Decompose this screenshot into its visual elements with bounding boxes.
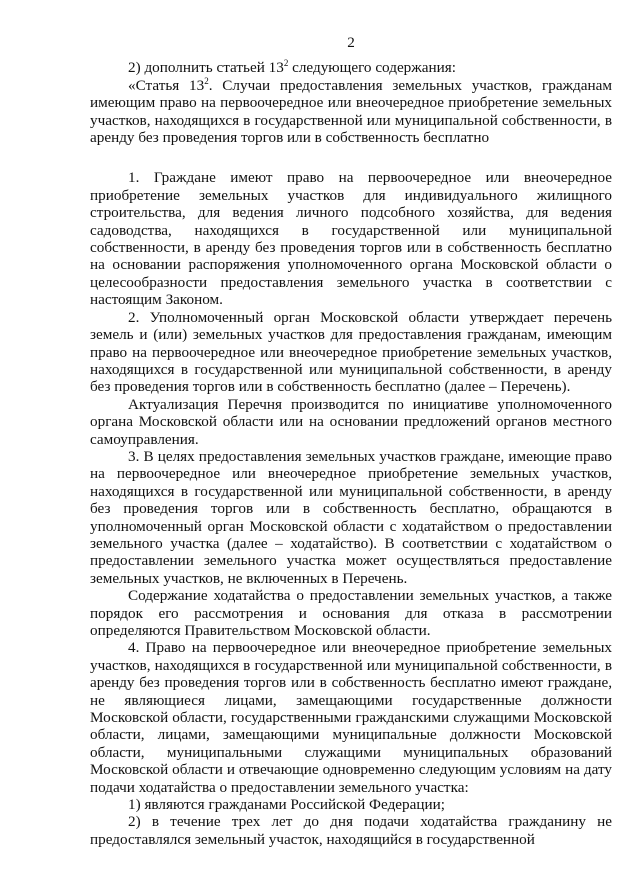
intro-text-start: 2) дополнить статьей 13 [128,59,284,77]
amendment-intro [90,59,612,76]
paragraph: 2. Уполномоченный орган Московской области утверждает перечень земель и (или) земельных участков для предоставления гражданам, имеющим право на первоочередное или внеочередное приобретение земельных участков, находящихся в государственной или муниципальной собственности, в аренду без проведения торгов или в собственность бесплатно (далее – Перечень). [90,308,612,396]
intro-text-end: следующего содержания: [288,59,456,77]
page-number: 2 [347,34,355,51]
paragraph: 4. Право на первоочередное или внеочередное приобретение земельных участков, находящихся в государственной или муниципальной собственности, в аренду без проведения торгов или в собственность бесплатно имеют граждане, не являющиеся лицами, замещающими государственные должности Московской области, государственными гражданскими служащими Московской области, лицами, замещающими муниципальные должности Московской области, муниципальными служащими муниципальных образований Московской области и отвечающие одновременно следующим условиям на дату подачи ходатайства о предоставлении земельного участка: [90,639,612,796]
article-superscript: 2 [204,75,209,86]
paragraph: 1. Граждане имеют право на первоочередное или внеочередное приобретение земельных участков для индивидуального жилищного строительства, для ведения личного подсобного хозяйства, для ведения садоводства, находящихся в государственной или муниципальной собственности, в аренду без проведения торгов или в собственность бесплатно на основании распоряжения уполномоченного органа Московской области о целесообразности предоставления земельного участка в соответствии с настоящим Законом. [90,169,612,309]
intro-superscript: 2 [283,58,289,69]
article-prefix: «Статья 13 [128,76,205,94]
paragraph: Содержание ходатайства о предоставлении земельных участков, а также порядок его рассмотрения и основания для отказа в рассмотрении определяются Правительством Московской области. [90,587,612,639]
paragraph: 1) являются гражданами Российской Федерации; [128,796,445,814]
paragraph: 2) в течение трех лет до дня подачи ходатайства гражданину не предоставлялся земельный участок, находящийся в государственной [90,813,612,848]
paragraph: Актуализация Перечня производится по инициативе уполномоченного органа Московской области или на основании предложений органов местного самоуправления. [90,395,612,448]
article-title: . Случаи предоставления земельных участков, гражданам имеющим право на первоочередное или внеочередное приобретение земельных участков, находящихся в государственной или муниципальной собственности, в аренду без проведения торгов или в собственность бесплатно [90,76,612,147]
paragraph: 3. В целях предоставления земельных участков граждане, имеющие право на первоочередное или внеочередное приобретение земельных участков, находящихся в государственной или муниципальной собственности, в аренду без проведения торгов или в собственность бесплатно, обращаются в уполномоченный орган Московской области с ходатайством о предоставлении земельного участка (далее – ходатайство). В соответствии с ходатайством о предоставлении земельного участка может осуществляться предоставление земельных участков, не включенных в Перечень. [90,447,612,587]
article-heading [90,77,612,147]
